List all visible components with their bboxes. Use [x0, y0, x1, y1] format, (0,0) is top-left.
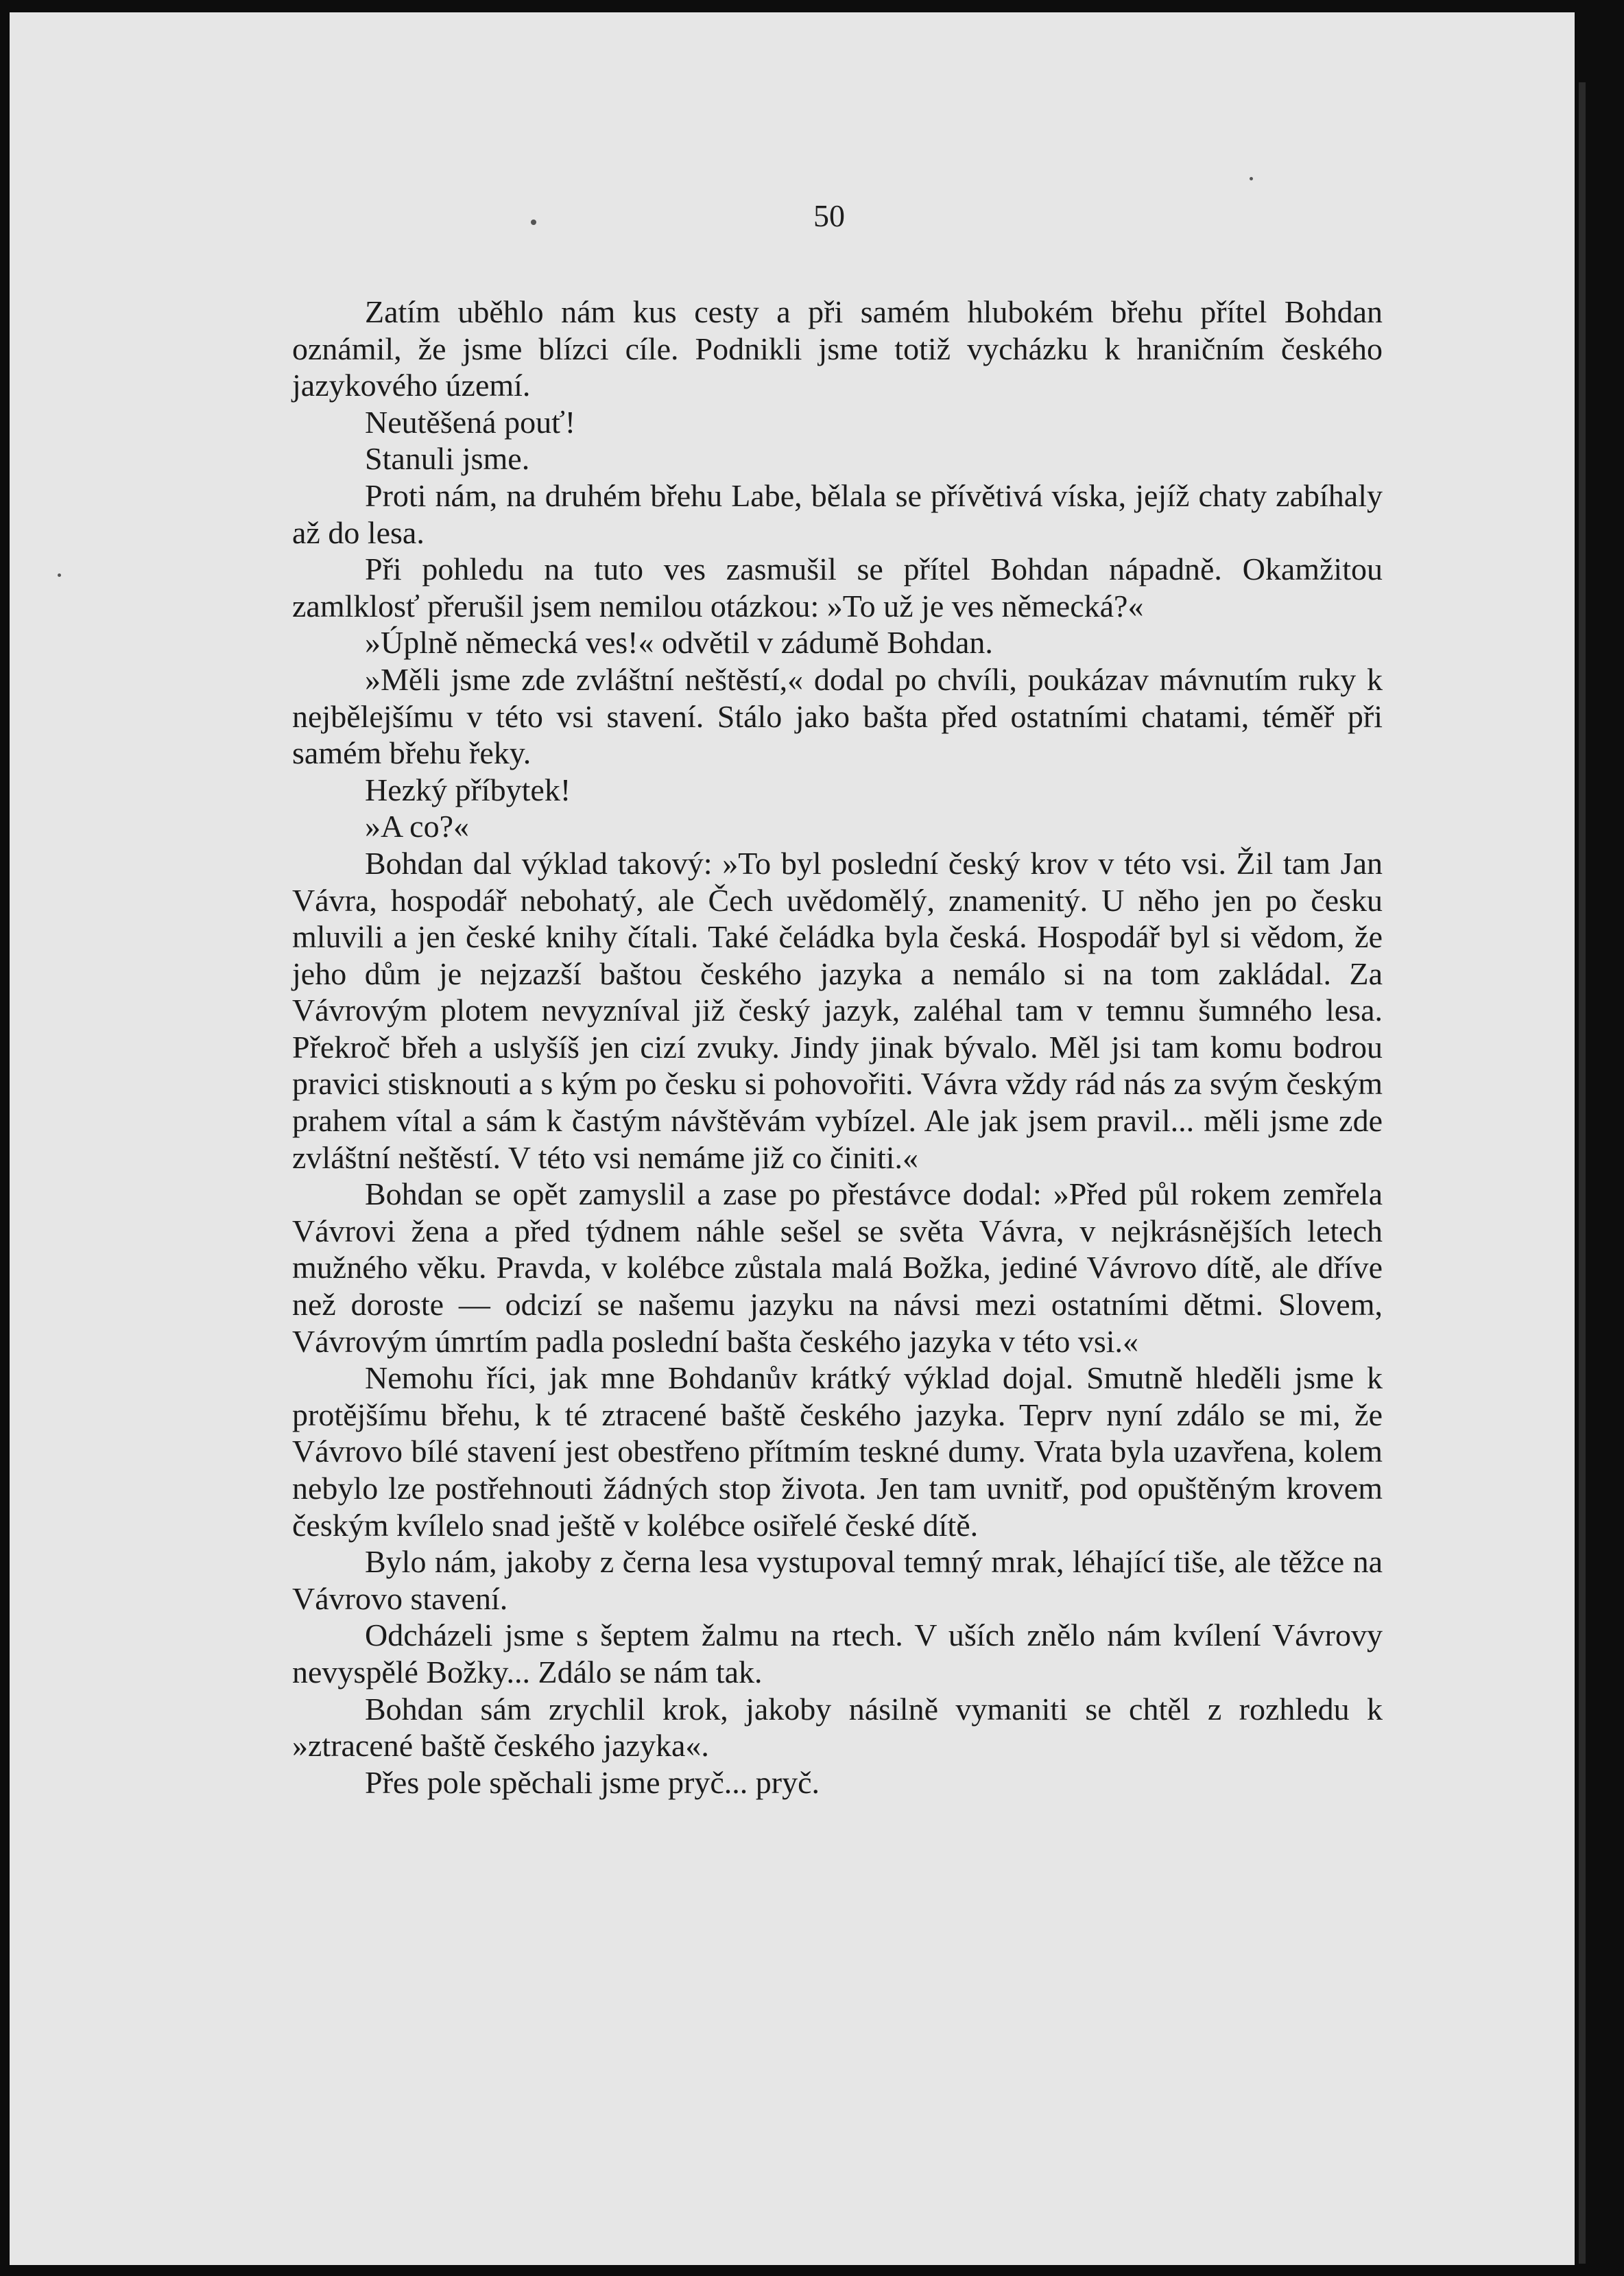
page-speck [1250, 177, 1253, 180]
paragraph: Nemohu říci, jak mne Bohdanův krátký výklad dojal. Smutně hleděli jsme k protějšímu břehu, k té ztracené baště českého jazyka. Teprv nyní zdálo se mi, že Vávrovo bílé stavení jest obestřeno přítmím teskné dumy. Vrata byla uzavřena, kolem nebylo lze postřehnouti žádných stop života. Jen tam uvnitř, pod opuštěným krovem českým kvílelo snad ještě v kolébce osiřelé české dítě. [292, 1360, 1383, 1543]
paragraph: Proti nám, na druhém břehu Labe, bělala se přívětivá víska, jejíž chaty zabíhaly až do lesa. [292, 477, 1383, 550]
paragraph: Bylo nám, jakoby z černa lesa vystupoval temný mrak, léhající tiše, ale těžce na Vávrovo stavení. [292, 1544, 1383, 1616]
paragraph: »Úplně německá ves!« odvětil v zádumě Bohdan. [365, 625, 993, 661]
paragraph: Přes pole spěchali jsme pryč... pryč. [365, 1764, 820, 1800]
paragraph: Při pohledu na tuto ves zasmušil se přítel Bohdan nápadně. Okamžitou zamlklosť přerušil jsem nemilou otázkou: »To už je ves německá?« [292, 552, 1383, 624]
paragraph: Zatím uběhlo nám kus cesty a při samém hlubokém břehu přítel Bohdan oznámil, že jsme blízci cíle. Podnikli jsme totiž vycházku k hraničním českého jazykového území. [292, 294, 1383, 403]
paragraph: Odcházeli jsme s šeptem žalmu na rtech. V uších znělo nám kvílení Vávrovy nevyspělé Božky... Zdálo se nám tak. [292, 1617, 1383, 1690]
paragraph: Bohdan sám zrychlil krok, jakoby násilně vymaniti se chtěl z rozhledu k »ztracené baště českého jazyka«. [292, 1691, 1383, 1764]
book-edge [1579, 82, 1586, 2264]
paragraph: Hezký příbytek! [365, 772, 571, 807]
paragraph: »A co?« [365, 809, 470, 844]
paragraph: Neutěšená pouť! [365, 404, 576, 440]
paragraph: Bohdan se opět zamyslil a zase po přestávce dodal: »Před půl rokem zemřela Vávrovi žena a před týdnem náhle sešel se světa Vávra, v nejkrásnějších letech mužného věku. Pravda, v kolébce zůstala malá Božka, jediné Vávrovo dítě, ale dříve než doroste — odcizí se našemu jazyku na návsi mezi ostatními dětmi. Slovem, Vávrovým úmrtím padla poslední bašta českého jazyka v této vsi.« [292, 1176, 1383, 1359]
page-speck [58, 573, 61, 577]
page-number: 50 [813, 198, 845, 233]
paragraph: »Měli jsme zde zvláštní neštěstí,« dodal po chvíli, poukázav mávnutím ruky k nejbělejšímu v této vsi stavení. Stálo jako bašta před ostatními chatami, téměř při samém břehu řeky. [292, 661, 1383, 771]
page-speck [531, 220, 536, 225]
paragraph: Bohdan dal výklad takový: »To byl poslední český krov v této vsi. Žil tam Jan Vávra, hospodář nebohatý, ale Čech uvědomělý, znamenitý. U něho jen po česku mluvili a jen české knihy čítali. Také čeládka byla česká. Hospodář byl si vědom, že jeho dům je nejzazší baštou českého jazyka a nemálo si na tom zakládal. Za Vávrovým plotem nevyzníval již český jazyk, zaléhal tam v temnu šumného lesa. Překroč břeh a uslyšíš jen cizí zvuky. Jindy jinak bývalo. Měl jsi tam komu bodrou pravici stisknouti a s kým po česku si pohovořiti. Vávra vždy rád nás za svým českým prahem vítal a sám k častým návštěvám vybízel. Ale jak jsem pravil... měli jsme zde zvláštní neštěstí. V této vsi nemáme již co činiti.« [292, 845, 1383, 1175]
body-text [292, 294, 1383, 1801]
paragraph: Stanuli jsme. [365, 441, 530, 477]
